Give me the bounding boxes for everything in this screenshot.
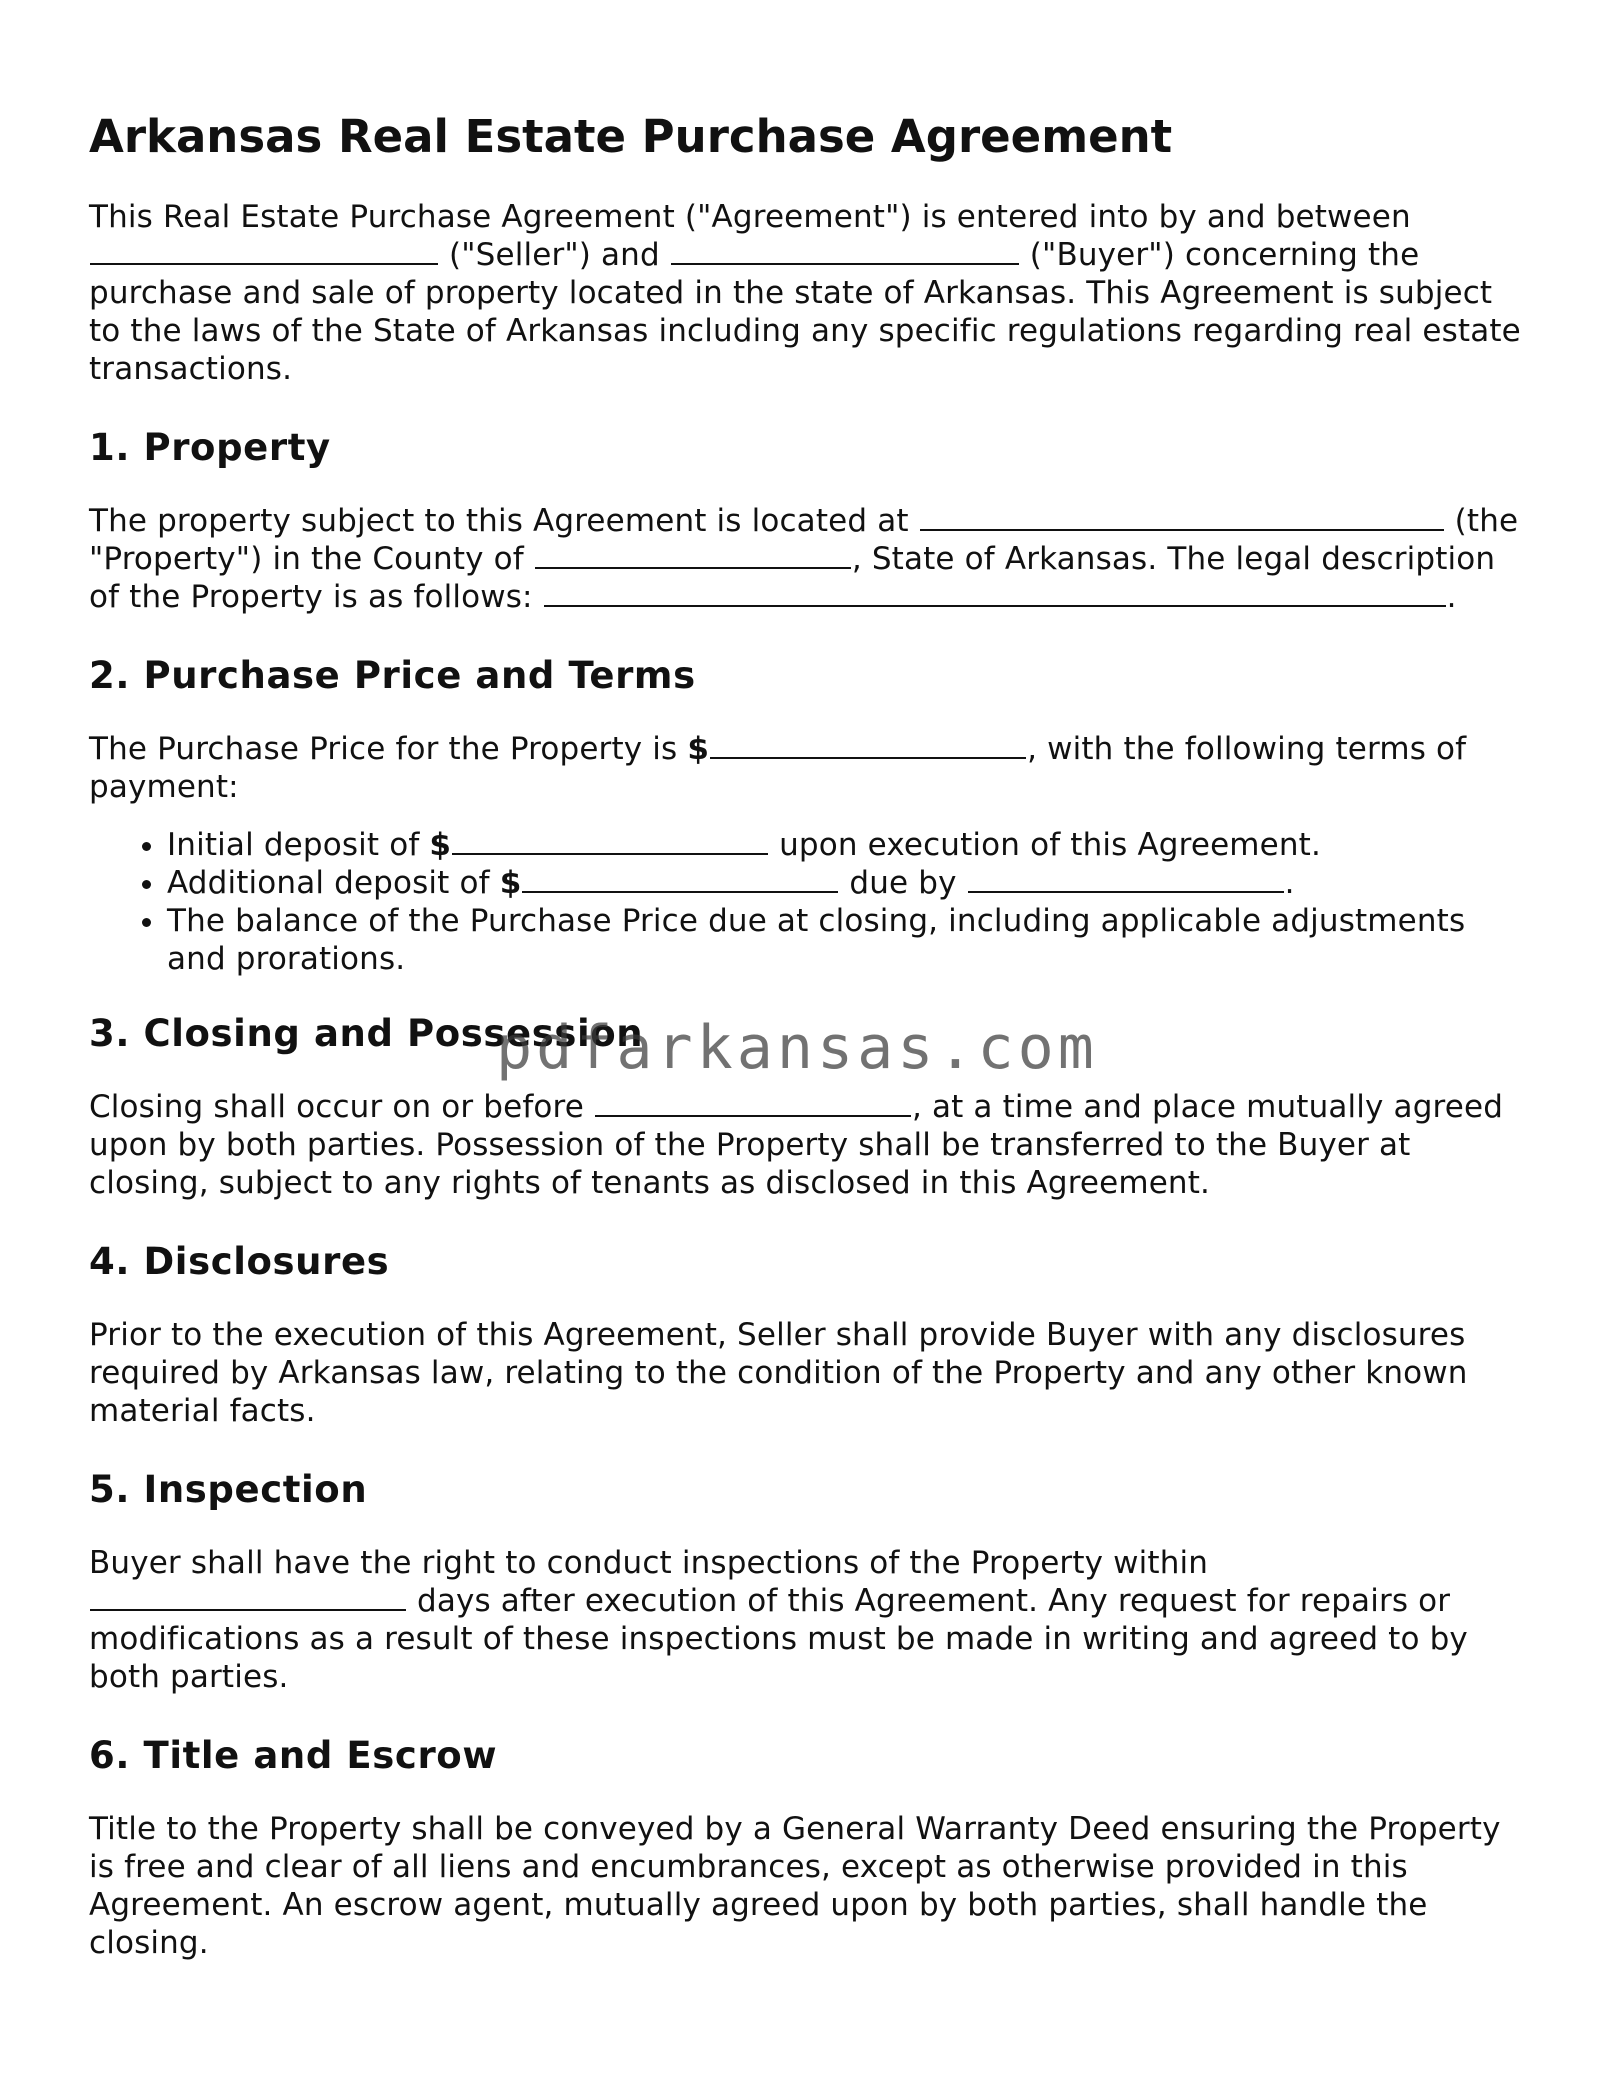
- document-title: Arkansas Real Estate Purchase Agreement: [89, 110, 1173, 163]
- dollar-sign: $: [429, 827, 452, 863]
- additional-deposit-due-label: due by: [839, 865, 967, 901]
- list-item: [167, 864, 1529, 902]
- section-heading-price: 2. Purchase Price and Terms: [89, 654, 696, 697]
- property-address-blank[interactable]: [920, 503, 1444, 531]
- closing-paragraph: [89, 1088, 1529, 1202]
- initial-deposit-label: Initial deposit of: [167, 827, 430, 863]
- additional-deposit-end: .: [1284, 865, 1295, 901]
- payment-terms-list: [89, 826, 1529, 978]
- section-heading-title-escrow: 6. Title and Escrow: [89, 1734, 498, 1777]
- property-text-3: , State of Arkansas. The legal description of the Property is as follows:: [89, 541, 1496, 615]
- county-blank[interactable]: [535, 541, 851, 569]
- dollar-sign: $: [687, 731, 710, 767]
- closing-text-2: , at a time and place mutually agreed upon by both parties. Possession of the Property shall be transferred to the Buyer at closing, subject to any rights of tenants as disclosed in this Agreement.: [89, 1089, 1504, 1201]
- inspection-text-2: days after execution of this Agreement. Any request for repairs or modifications as a result of these inspections must be made in writing and agreed to by both parties.: [89, 1583, 1468, 1695]
- property-text-4: .: [1446, 579, 1457, 615]
- disclosures-paragraph: Prior to the execution of this Agreement, Seller shall provide Buyer with any disclosures required by Arkansas law, relating to the condition of the Property and any other known material facts.: [89, 1317, 1468, 1429]
- intro-text-2: ("Seller") and: [439, 237, 670, 273]
- intro-paragraph: [89, 198, 1529, 388]
- section-heading-closing: 3. Closing and Possession: [89, 1012, 644, 1055]
- watermark: pdfarkansas.com: [496, 1013, 1098, 1083]
- legal-description-blank[interactable]: [544, 579, 1446, 607]
- intro-text-3: ("Buyer") concerning the purchase and sale of property located in the state of Arkansas. This Agreement is subject to the laws of the State of Arkansas including any specific regulations regarding real estate transactions.: [89, 237, 1521, 387]
- title-escrow-paragraph: Title to the Property shall be conveyed by a General Warranty Deed ensuring the Property is free and clear of all liens and encumbrances, except as otherwise provided in this Agreement. An escrow agent, mutually agreed upon by both parties, shall handle the closing.: [89, 1811, 1501, 1961]
- inspection-paragraph: [89, 1544, 1529, 1696]
- additional-deposit-date-blank[interactable]: [968, 865, 1284, 893]
- closing-text-1: Closing shall occur on or before: [89, 1089, 594, 1125]
- inspection-days-blank[interactable]: [90, 1583, 406, 1611]
- section-heading-property: 1. Property: [89, 426, 331, 469]
- property-text-1: The property subject to this Agreement is located at: [89, 503, 919, 539]
- section-heading-inspection: 5. Inspection: [89, 1468, 368, 1511]
- initial-deposit-blank[interactable]: [452, 827, 768, 855]
- section-heading-disclosures: 4. Disclosures: [89, 1240, 390, 1283]
- purchase-price-blank[interactable]: [710, 731, 1026, 759]
- additional-deposit-label: Additional deposit of: [167, 865, 500, 901]
- intro-text-1: This Real Estate Purchase Agreement ("Agreement") is entered into by and between: [89, 199, 1411, 235]
- list-item: [167, 826, 1529, 864]
- property-paragraph: [89, 502, 1529, 616]
- closing-date-blank[interactable]: [595, 1089, 911, 1117]
- property-text-2: (the "Property") in the County of: [89, 503, 1519, 577]
- initial-deposit-text: upon execution of this Agreement.: [769, 827, 1321, 863]
- inspection-text-1: Buyer shall have the right to conduct inspections of the Property within: [89, 1545, 1209, 1581]
- dollar-sign: $: [499, 865, 522, 901]
- list-item: • The balance of the Purchase Price due at closing, including applicable adjustments and prorations.: [167, 902, 1529, 978]
- additional-deposit-blank[interactable]: [522, 865, 838, 893]
- price-paragraph: [89, 730, 1529, 806]
- price-text-2: , with the following terms of payment:: [89, 731, 1467, 805]
- price-text-1: The Purchase Price for the Property is: [89, 731, 688, 767]
- buyer-name-blank[interactable]: [671, 237, 1019, 265]
- seller-name-blank[interactable]: [90, 237, 438, 265]
